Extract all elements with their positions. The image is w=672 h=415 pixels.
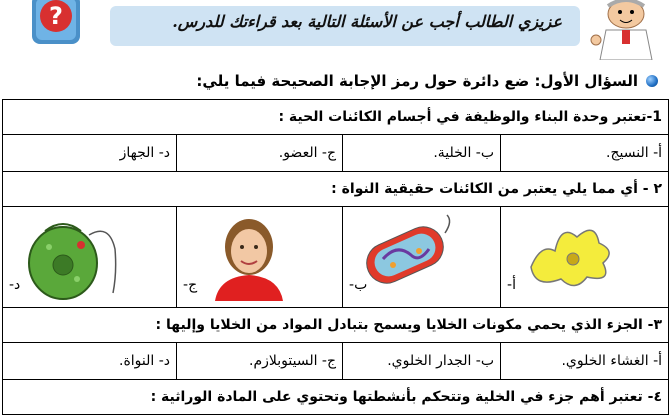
question-4-text: ٤- تعتبر أهم جزء في الخلية وتتحكم بأنشطتها وتحتوي على المادة الوراثية :	[3, 380, 669, 415]
q2-option-a[interactable]	[501, 207, 669, 308]
q3-option-a[interactable]: أ- الغشاء الخلوي.	[501, 343, 669, 380]
header	[0, 0, 672, 62]
child-photo-icon	[207, 213, 291, 301]
q1-option-a[interactable]: أ- النسيج.	[501, 135, 669, 172]
blue-bullet-icon	[646, 75, 658, 87]
q3-option-b[interactable]: ب- الجدار الخلوي.	[343, 343, 501, 380]
options-row-3	[3, 343, 669, 380]
scientist-character-icon	[586, 0, 664, 60]
section-title-text: السؤال الأول: ضع دائرة حول رمز الإجابة الصحيحة فيما يلي:	[196, 72, 638, 90]
bacteria-icon	[357, 213, 457, 293]
question-2-text: ٢ - أي مما يلي يعتبر من الكائنات حقيقية النواة :	[3, 172, 669, 207]
q3-option-d[interactable]: د- النواة.	[3, 343, 177, 380]
question-row-3	[3, 308, 669, 343]
question-3-text: ٣- الجزء الذي يحمي مكونات الخلايا ويسمح بتبادل المواد من الخلايا وإليها :	[3, 308, 669, 343]
q2-option-b-label: ب-	[349, 277, 368, 293]
question-row-4	[3, 380, 669, 415]
question-row-2	[3, 172, 669, 207]
svg-text:?: ?	[49, 2, 63, 30]
image-options-row-2	[3, 207, 669, 308]
question-row-1	[3, 100, 669, 135]
q2-option-c[interactable]	[177, 207, 343, 308]
options-row-1	[3, 135, 669, 172]
questions-table	[2, 99, 669, 415]
q2-option-b[interactable]	[343, 207, 501, 308]
q2-option-d-label: د-	[9, 277, 21, 293]
q2-option-a-label: أ-	[507, 277, 516, 293]
q1-option-c[interactable]: ج- العضو.	[177, 135, 343, 172]
q1-option-d[interactable]: د- الجهاز	[3, 135, 177, 172]
instruction-text: عزيزي الطالب أجب عن الأسئلة التالية بعد قراءتك للدرس.	[172, 12, 562, 31]
q1-option-b[interactable]: ب- الخلية.	[343, 135, 501, 172]
euglena-icon	[19, 213, 119, 303]
q2-option-c-label: ج-	[183, 277, 198, 293]
amoeba-icon	[521, 213, 621, 297]
q3-option-c[interactable]: ج- السيتوبلازم.	[177, 343, 343, 380]
question-mark-icon	[18, 0, 88, 48]
section-title	[58, 71, 658, 91]
question-1-text: 1-تعتبر وحدة البناء والوظيفة في أجسام الكائنات الحية :	[3, 100, 669, 135]
q2-option-d[interactable]	[3, 207, 177, 308]
